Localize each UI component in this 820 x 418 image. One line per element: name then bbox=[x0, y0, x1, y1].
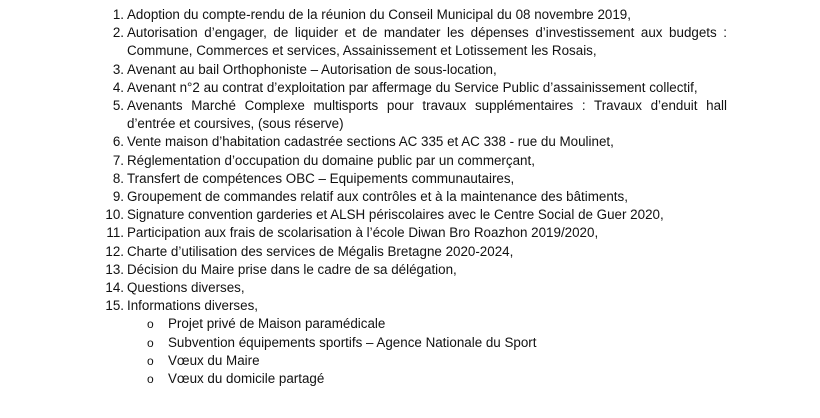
item-number: 7. bbox=[112, 152, 124, 168]
item-number: 4. bbox=[112, 79, 124, 95]
item-text: Transfert de compétences OBC – Equipements communautaires, bbox=[127, 170, 515, 186]
agenda-item-6 bbox=[112, 133, 727, 151]
item-text: Charte d’utilisation des services de Mégalis Bretagne 2020-2024, bbox=[127, 243, 514, 259]
item-number: 15. bbox=[105, 298, 124, 314]
sub-item-text: Projet privé de Maison paramédicale bbox=[168, 316, 386, 332]
item-text: Avenants Marché Complexe multisports pour travaux supplémentaires : Travaux d’enduit hall d’entrée et coursives, (sous réserve) bbox=[127, 98, 727, 132]
item-text: Groupement de commandes relatif aux contrôles et à la maintenance des bâtiments, bbox=[127, 189, 628, 205]
agenda-item-1 bbox=[112, 6, 727, 24]
sub-item-2 bbox=[147, 334, 820, 352]
agenda-item-15 bbox=[105, 297, 727, 315]
sub-item-text: Vœux du Maire bbox=[168, 352, 260, 368]
circle-bullet-icon: o bbox=[147, 335, 154, 350]
circle-bullet-icon: o bbox=[147, 353, 154, 368]
item-number: 10. bbox=[105, 207, 124, 223]
agenda-item-13 bbox=[105, 261, 727, 279]
agenda-item-5 bbox=[112, 97, 727, 133]
sub-item-4 bbox=[147, 370, 820, 388]
agenda-list bbox=[0, 6, 820, 315]
agenda-item-8 bbox=[112, 170, 727, 188]
item-text: Informations diverses, bbox=[127, 298, 258, 314]
item-text: Adoption du compte-rendu de la réunion du Conseil Municipal du 08 novembre 2019, bbox=[127, 7, 631, 22]
item-number: 2. bbox=[112, 25, 124, 41]
item-number: 1. bbox=[112, 7, 124, 22]
agenda-document bbox=[0, 6, 820, 388]
item-number: 6. bbox=[112, 134, 124, 150]
item-text: Questions diverses, bbox=[127, 280, 245, 296]
circle-bullet-icon: o bbox=[147, 317, 154, 332]
item-number: 8. bbox=[112, 170, 124, 186]
item-text: Signature convention garderies et ALSH périscolaires avec le Centre Social de Guer 2020, bbox=[127, 207, 664, 223]
agenda-item-9 bbox=[112, 188, 727, 206]
agenda-item-12 bbox=[105, 243, 727, 261]
item-text: Réglementation d’occupation du domaine public par un commerçant, bbox=[127, 152, 535, 168]
item-number: 3. bbox=[112, 61, 124, 77]
agenda-item-11 bbox=[106, 224, 727, 242]
agenda-item-2 bbox=[112, 24, 727, 60]
item-text: Autorisation d’engager, de liquider et de mandater les dépenses d’investissement aux budgets : Commune, Commerces et services, Assainissement et Lotissement les Rosais, bbox=[127, 25, 727, 59]
agenda-item-10 bbox=[105, 206, 727, 224]
sub-item-text: Vœux du domicile partagé bbox=[168, 371, 325, 387]
item-text: Avenant au bail Orthophoniste – Autorisation de sous-location, bbox=[127, 61, 497, 77]
item-text: Avenant n°2 au contrat d’exploitation par affermage du Service Public d’assainissement collectif, bbox=[127, 79, 698, 95]
item-number: 12. bbox=[105, 243, 124, 259]
agenda-item-14 bbox=[105, 279, 727, 297]
sub-item-1 bbox=[147, 315, 820, 333]
item-text: Participation aux frais de scolarisation à l’école Diwan Bro Roazhon 2019/2020, bbox=[127, 225, 599, 241]
agenda-item-3 bbox=[112, 61, 727, 79]
item-number: 13. bbox=[105, 261, 124, 277]
item-number: 5. bbox=[112, 98, 124, 114]
sub-item-text: Subvention équipements sportifs – Agence Nationale du Sport bbox=[168, 334, 537, 350]
item-number: 14. bbox=[105, 280, 124, 296]
circle-bullet-icon: o bbox=[147, 372, 154, 387]
item-text: Décision du Maire prise dans le cadre de sa délégation, bbox=[127, 261, 457, 277]
agenda-item-4 bbox=[112, 79, 727, 97]
item-text: Vente maison d’habitation cadastrée sections AC 335 et AC 338 - rue du Moulinet, bbox=[127, 134, 614, 150]
information-sublist bbox=[0, 315, 820, 388]
item-number: 11. bbox=[106, 225, 124, 241]
item-number: 9. bbox=[112, 189, 124, 205]
agenda-item-7 bbox=[112, 152, 727, 170]
sub-item-3 bbox=[147, 352, 820, 370]
